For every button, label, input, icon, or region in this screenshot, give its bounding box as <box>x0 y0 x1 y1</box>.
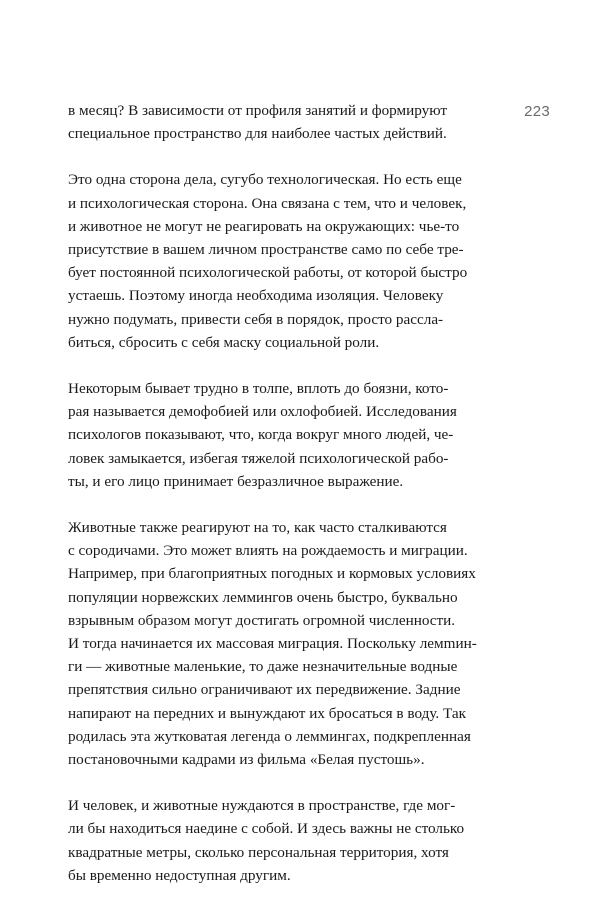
text-line: Это одна сторона дела, сугубо технологическая. Но есть еще <box>68 171 462 189</box>
text-line: устаешь. Поэтому иногда необходима изоляция. Человеку <box>68 287 444 305</box>
text-line: постановочными кадрами из фильма «Белая пустошь». <box>68 751 425 769</box>
text-line: родилась эта жутковатая легенда о леммингах, подкрепленная <box>68 727 471 745</box>
text-line: и животное не могут не реагировать на окружающих: чье-то <box>68 217 460 235</box>
text-line: Животные также реагируют на то, как часто сталкиваются <box>68 519 447 537</box>
paragraph-5 <box>68 794 513 887</box>
text-line: ловек замыкается, избегая тяжелой психологической рабо- <box>68 449 449 467</box>
text-line: И тогда начинается их массовая миграция. Поскольку лемmин- <box>68 635 477 653</box>
text-line: рая называется демофобией или охлофобией. Исследования <box>68 403 457 421</box>
text-line: в месяц? В зависимости от профиля занятий и формируют <box>68 102 448 119</box>
paragraph-1 <box>68 99 513 145</box>
text-line: бы временно недоступная другим. <box>68 866 291 884</box>
text-line: Некоторым бывает трудно в толпе, вплоть до боязни, кото- <box>68 380 449 398</box>
paragraph-4 <box>68 516 513 771</box>
text-line: препятствия сильно ограничивают их передвижение. Задние <box>68 681 461 699</box>
text-line: квадратные метры, сколько персональная территория, хотя <box>68 843 449 861</box>
text-line: И человек, и животные нуждаются в пространстве, где мог- <box>68 797 456 815</box>
text-line: психологов показывают, что, когда вокруг много людей, че- <box>68 426 454 444</box>
text-line: Например, при благоприятных погодных и кормовых условиях <box>68 565 476 583</box>
text-line: ли бы находиться наедине с собой. И здесь важны не столько <box>68 820 465 838</box>
text-line: взрывным образом могут достигать огромной численности. <box>68 611 456 629</box>
text-line: биться, сбросить с себя маску социальной роли. <box>68 333 380 351</box>
text-line: ги — животные маленькие, то даже незначительные водные <box>68 658 458 676</box>
body-text <box>68 99 513 910</box>
paragraph-2 <box>68 168 513 354</box>
text-line: присутствие в вашем личном пространстве само по себе тре- <box>68 241 464 259</box>
text-line: и психологическая сторона. Она связана с тем, что и человек, <box>68 194 467 212</box>
text-line: бует постоянной психологической работы, от которой быстро <box>68 264 468 282</box>
paragraph-3 <box>68 377 513 493</box>
text-line: напирают на передних и вынуждают их бросаться в воду. Так <box>68 704 467 722</box>
text-line: нужно подумать, привести себя в порядок, просто рассла- <box>68 310 444 328</box>
text-line: с сородичами. Это может влиять на рождаемость и миграции. <box>68 542 468 560</box>
page-number: 223 <box>524 103 550 120</box>
text-line: специальное пространство для наиболее частых действий. <box>68 125 447 143</box>
text-line: ты, и его лицо принимает безразличное выражение. <box>68 472 404 490</box>
text-line: популяции норвежских леммингов очень быстро, буквально <box>68 588 458 606</box>
